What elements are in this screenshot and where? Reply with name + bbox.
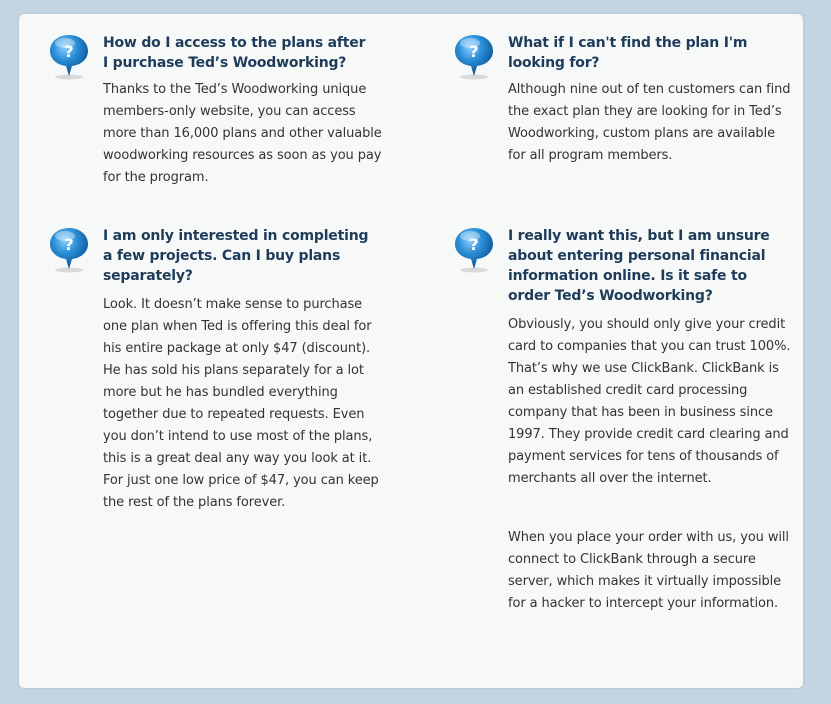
faq-answer: Obviously, you should only give your credit card to companies that you can trust 100%. That’s why we use ClickBank. ClickBank is an established credit card processing company that has been in business since 1997. They provide credit card clearing and payment services for tens of thousands of merchants all over the internet. <box>508 317 791 486</box>
faq-answer: Although nine out of ten customers can find the exact plan they are looking for in Ted’s Woodworking, custom plans are available for all program members. <box>508 82 791 163</box>
faq-answer-continued: When you place your order with us, you will connect to ClickBank through a secure server, which makes it virtually impossible for a hacker to intercept your information. <box>508 530 789 611</box>
svg-text:?: ? <box>64 42 74 61</box>
faq-question: How do I access to the plans after I purchase Ted’s Woodworking? <box>103 35 366 71</box>
faq-question: I really want this, but I am unsure about entering personal financial information online. Is it safe to order Ted’s Woodworking? <box>508 228 770 304</box>
question-bubble-icon <box>48 226 90 274</box>
svg-text:?: ? <box>469 42 479 61</box>
faq-question: I am only interested in completing a few projects. Can I buy plans separately? <box>103 228 369 284</box>
faq-card <box>19 14 803 688</box>
faq-item-cant-find-plan <box>453 33 793 213</box>
faq-item-safe-to-order <box>453 226 798 646</box>
faq-answer: Look. It doesn’t make sense to purchase one plan when Ted is offering this deal for his entire package at only $47 (discount). He has sold his plans separately for a lot more but he has bundled everything together due to repeated requests. Even you don’t intend to use most of the plans, this is a great deal any way you look at it. For just one low price of $47, you can keep the rest of the plans forever. <box>103 297 379 510</box>
faq-answer: Thanks to the Ted’s Woodworking unique members-only website, you can access more than 16,000 plans and other valuable woodworking resources as soon as you pay for the program. <box>103 82 382 185</box>
faq-item-access-plans <box>48 33 382 213</box>
faq-question: What if I can't find the plan I'm looking for? <box>508 35 748 71</box>
svg-text:?: ? <box>469 235 479 254</box>
svg-text:?: ? <box>64 235 74 254</box>
question-bubble-icon <box>453 226 495 274</box>
faq-item-buy-separately <box>48 226 388 526</box>
question-bubble-icon <box>48 33 90 81</box>
question-bubble-icon <box>453 33 495 81</box>
